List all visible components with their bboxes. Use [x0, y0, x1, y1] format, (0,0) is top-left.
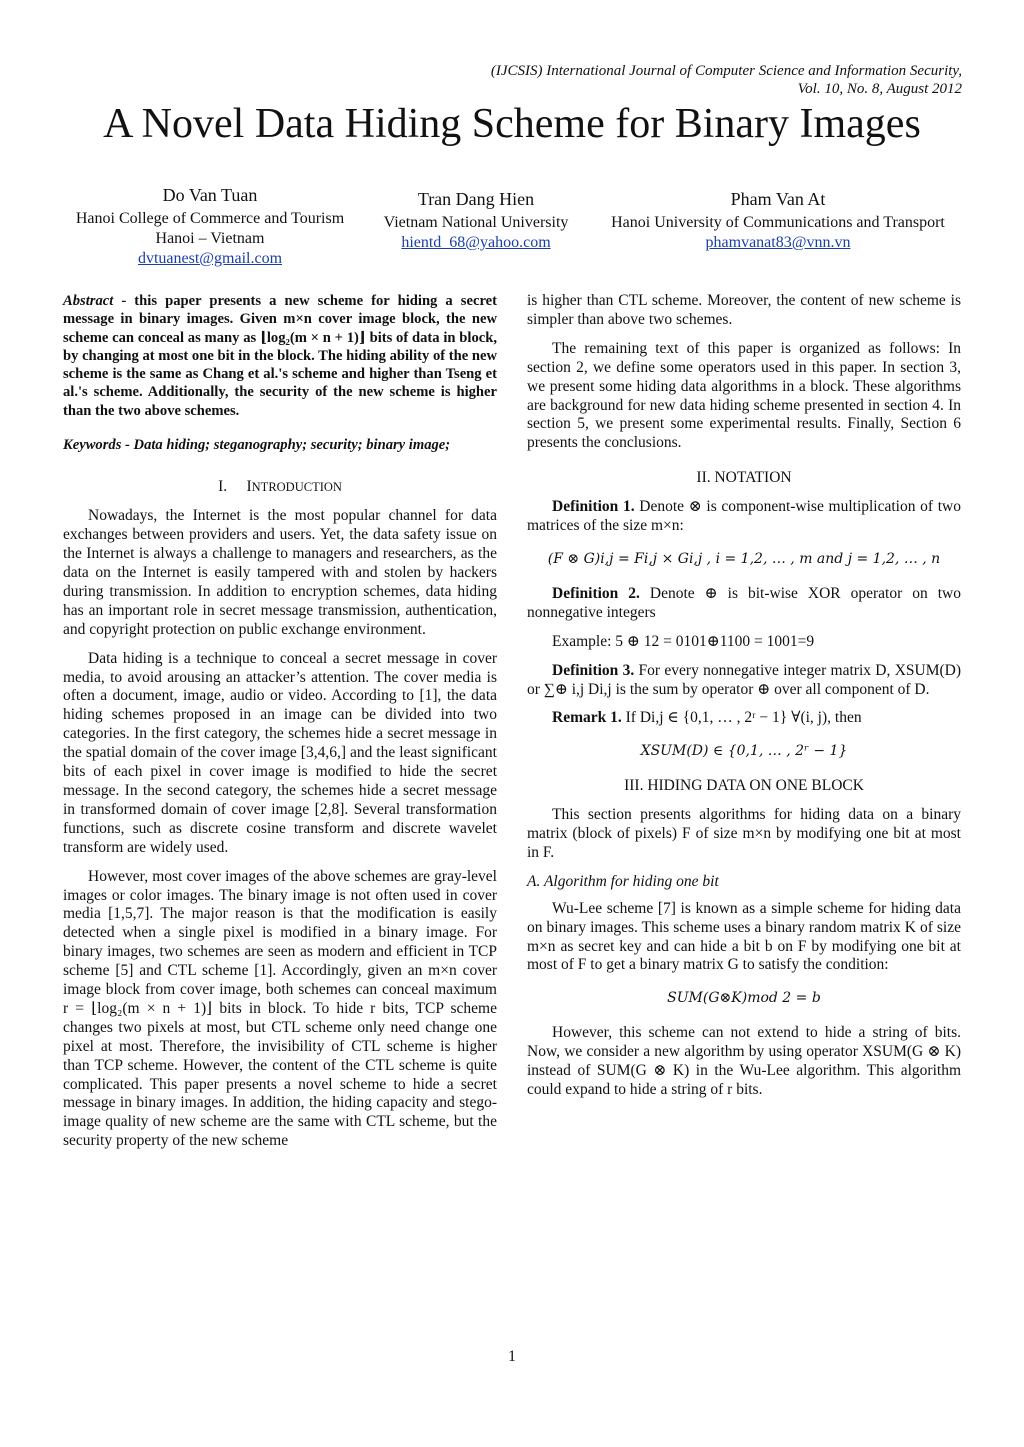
definition-2: Definition 2. Denote ⊕ is bit-wise XOR operator on two nonnegative integers — [527, 584, 962, 621]
definition-2-example: Example: 5 ⊕ 12 = 0101⊕1100 = 1001=9 — [552, 632, 815, 650]
equation-definition-1: (F ⊗ G)i,j = Fi,j × Gi,j , i = 1,2, … , m and j = 1,2, … , n — [547, 550, 941, 567]
keywords: Keywords - Data hiding; steganography; security; binary image; — [63, 437, 451, 454]
abstract-label: Abstract — [63, 293, 114, 309]
definition-1: Definition 1. Denote ⊗ is component-wise multiplication of two matrices of the size m×n: — [527, 498, 961, 535]
equation-remark-1: XSUM(D) ∈ {0,1, … , 2ʳ − 1} — [640, 743, 848, 760]
intro-paragraph-3: However, most cover images of the above schemes are gray-level images or color images. The binary image is not often used in cover media [1,5,7]. The major reason is that the modification is easily detected when a single pixel is modified in a binary image. For binary images, two schemes are seen as modern and efficient in TCP scheme [5] and CTL scheme [1]. Accordingly, given an m×n cover image block from cover image, both schemes can conceal maximum r = ⌊log₂(m × n + 1)⌋ bits in block. To hide r bits, TCP scheme changes two pixels at most, but CTL scheme only need change one pixel at most. Therefore, the invisibility of CTL scheme is higher than TCP scheme. However, the content of the CTL scheme is quite complicated. This paper presents a novel scheme to hide a secret message in binary images. In addition, the hiding capacity and stego-image quality of new scheme are the same with CTL scheme, but the security property of the new scheme — [63, 867, 497, 1150]
abstract — [63, 292, 497, 420]
author-affiliation-location: Hanoi – Vietnam — [155, 230, 265, 247]
right-column — [527, 292, 961, 1110]
author-affiliation: Hanoi University of Communications and Transport — [611, 214, 945, 231]
subsection-heading: A. Algorithm for hiding one bit — [527, 872, 719, 890]
left-column — [63, 292, 497, 1161]
equation-wu-lee-condition: SUM(G⊗K)mod 2 = b — [667, 990, 821, 1007]
journal-line-2: Vol. 10, No. 8, August 2012 — [797, 81, 962, 97]
section-heading-hiding-data: III. HIDING DATA ON ONE BLOCK — [624, 777, 864, 795]
hiding-paragraph-1: This section presents algorithms for hiding data on a binary matrix (block of pixels) F of size m×n by modifying one bit at most in F. — [527, 806, 961, 861]
author-name: Tran Dang Hien — [417, 189, 535, 209]
definition-3: Definition 3. For every nonnegative integer matrix D, XSUM(D) or ∑⊕ i,j Di,j is the sum by operator ⊕ over all component of D. — [527, 661, 961, 698]
hiding-paragraph-3: However, this scheme can not extend to hide a string of bits. Now, we consider a new algorithm by using operator XSUM(G ⊗ K) instead of SUM(G ⊗ K) in the Wu-Lee algorithm. This algorithm could expand to hide a string of r bits. — [527, 1024, 961, 1098]
section-heading-notation: II. NOTATION — [696, 469, 792, 487]
author-affiliation: Vietnam National University — [383, 214, 569, 231]
author-block-1 — [60, 183, 360, 269]
author-email-link[interactable]: hientd_68@yahoo.com — [401, 234, 551, 251]
page-number: 1 — [508, 1348, 516, 1365]
author-block-3 — [592, 187, 964, 253]
author-email-link[interactable]: phamvanat83@vnn.vn — [705, 234, 851, 251]
author-name: Pham Van At — [730, 189, 826, 209]
author-email-link[interactable]: dvtuanest@gmail.com — [137, 250, 283, 267]
intro-paragraph-1: Nowadays, the Internet is the most popular channel for data exchanges between providers and users. Yet, the data safety issue on the Internet is always a challenge to managers and researchers, as the data on the Internet is easily tampered with and stolen by hackers during transmission. In addition to encryption schemes, data hiding has an important role in secret message transmission, authentication, and copyright protection on public exchange environment. — [63, 507, 497, 638]
section-heading-introduction: I. INTRODUCTION — [218, 478, 342, 496]
journal-line-1: (IJCSIS) International Journal of Computer Science and Information Security, — [490, 63, 962, 79]
abstract-text: - this paper presents a new scheme for hiding a secret message in binary images. Given m×n cover image block, the new scheme can conceal as many as ⌊log₂(m × n + 1)⌋ bits of data in block, by changing at most one bit in the block. The hiding ability of the new scheme is the same as Chang et al.'s scheme and higher than Tseng et al.'s scheme. Additionally, the security of the new scheme is higher than the two above schemes. — [63, 293, 497, 419]
intro-paragraph-3-continued: is higher than CTL scheme. Moreover, the content of new scheme is simpler than above two schemes. — [527, 292, 961, 328]
intro-paragraph-4: The remaining text of this paper is organized as follows: In section 2, we define some operators used in this paper. In section 3, we present some hiding data algorithms in a block. These algorithms are background for new data hiding scheme presented in section 4. In section 5, we present some experimental results. Finally, Section 6 presents the conclusions. — [527, 339, 961, 452]
paper-title: A Novel Data Hiding Scheme for Binary Images — [103, 101, 921, 147]
hiding-paragraph-2: Wu-Lee scheme [7] is known as a simple scheme for hiding data on binary images. This scheme uses a binary random matrix K of size m×n as secret key and can hide a bit b on F by modifying one bit at most of F to get a binary matrix G to satisfy the condition: — [527, 899, 961, 974]
intro-paragraph-2: Data hiding is a technique to conceal a secret message in cover media, to avoid arousing an attacker’s attention. The cover media is often a document, image, audio or video. According to [1], the data hiding schemes proposed in an image can be divided into two categories. In the first category, the schemes hide a secret message in the spatial domain of the cover image [3,4,6,] and the least significant bits of each pixel in cover image is modified to hide the secret message. In the second category, the schemes hide a secret message in transformed domain of cover image [2,8]. Several transformation functions, such as discrete cosine transform and discrete wavelet transform are widely used. — [63, 649, 497, 856]
author-affiliation: Hanoi College of Commerce and Tourism — [75, 210, 345, 227]
journal-header — [491, 62, 962, 98]
author-block-2 — [370, 187, 582, 253]
remark-1: Remark 1. If Di,j ∈ {0,1, … , 2ʳ − 1} ∀(i, j), then — [552, 709, 862, 727]
author-name: Do Van Tuan — [162, 185, 258, 205]
